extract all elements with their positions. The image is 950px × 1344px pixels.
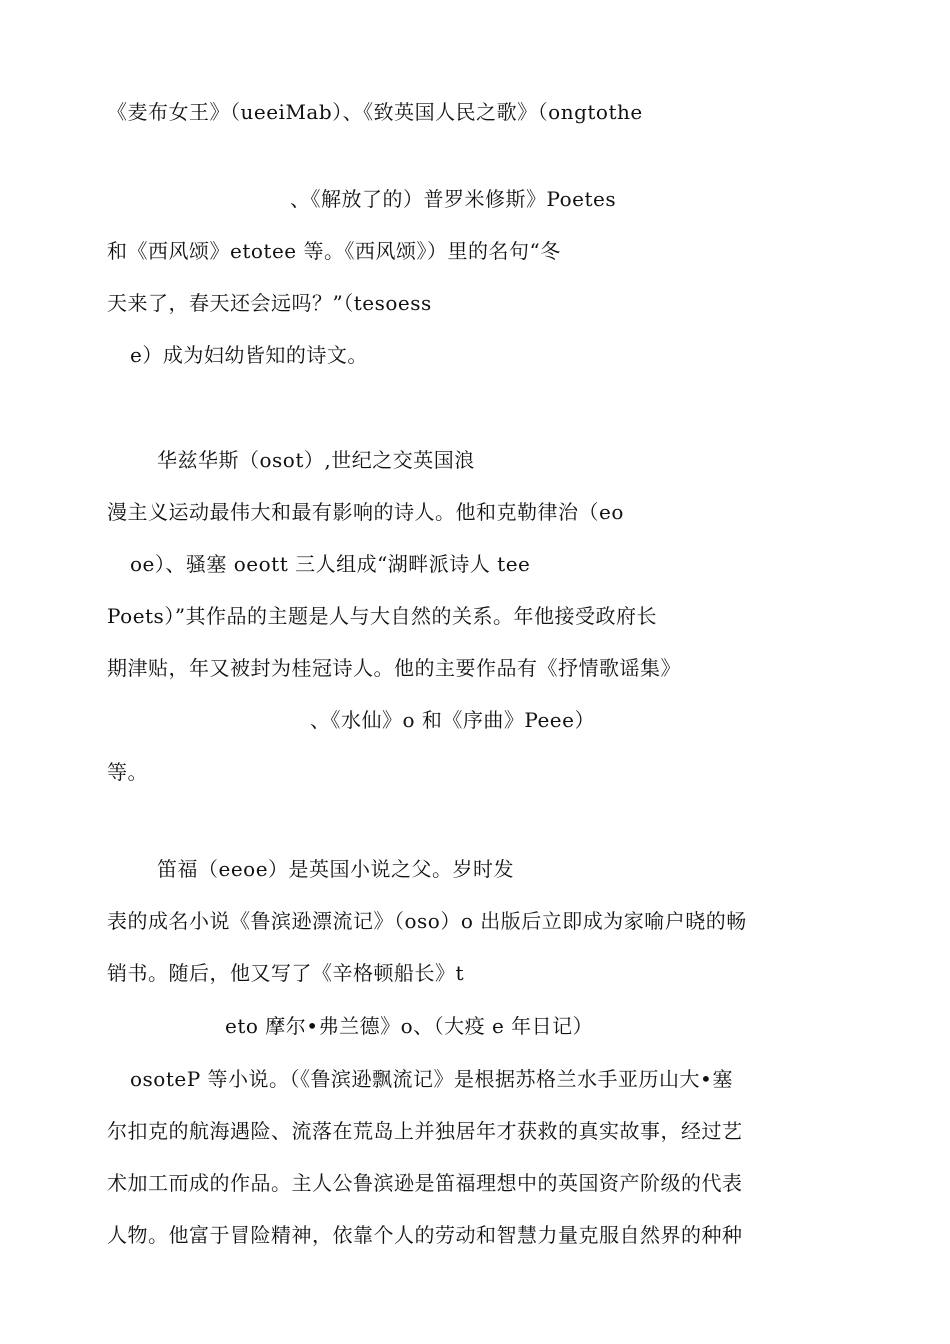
text-line: 和《西风颂》etotee 等。《西风颂》）里的名句“冬 [107,239,561,263]
text-line: 、《解放了的）普罗米修斯》Poetes [290,187,617,211]
text-line: oe）、骚塞 oeott 三人组成“湖畔派诗人 tee [130,552,531,576]
text-line: 、《水仙》o 和《序曲》Peee） [310,708,595,732]
text-line: 等。 [107,760,148,784]
text-line: Poets）”其作品的主题是人与大自然的关系。年他接受政府长 [107,604,658,628]
text-line: 术加工而成的作品。主人公鲁滨逊是笛福理想中的英国资产阶级的代表 [107,1171,743,1195]
text-line: 表的成名小说《鲁滨逊漂流记》（oso）o 出版后立即成为家喻户晓的畅 [107,909,747,933]
text-line: 尔扣克的航海遇险、流落在荒岛上并独居年才获救的真实故事，经过艺 [107,1119,743,1143]
text-line: 华兹华斯（osot）,世纪之交英国浪 [157,448,475,472]
text-line: 期津贴，年又被封为桂冠诗人。他的主要作品有《抒情歌谣集》 [107,656,681,680]
text-line: osoteP 等小说。（《鲁滨逊飘流记》是根据苏格兰水手亚历山大•塞 [130,1067,733,1091]
text-line: 笛福（eeoe）是英国小说之父。岁时发 [157,857,515,881]
text-line: 《麦布女王》（ueeiMab）、《致英国人民之歌》（ongtothe [107,100,643,124]
text-line: eto 摩尔•弗兰德》o、（大疫 e 年日记） [225,1014,594,1038]
text-line: 漫主义运动最伟大和最有影响的诗人。他和克勒律治（eo [107,500,624,524]
text-line: 销书。随后，他又写了《辛格顿船长》t [107,961,465,985]
text-line: 人物。他富于冒险精神，依靠个人的劳动和智慧力量克服自然界的种种 [107,1223,743,1247]
text-line: 天来了，春天还会远吗？”（tesoess [107,291,432,315]
text-line: e）成为妇幼皆知的诗文。 [130,343,368,367]
